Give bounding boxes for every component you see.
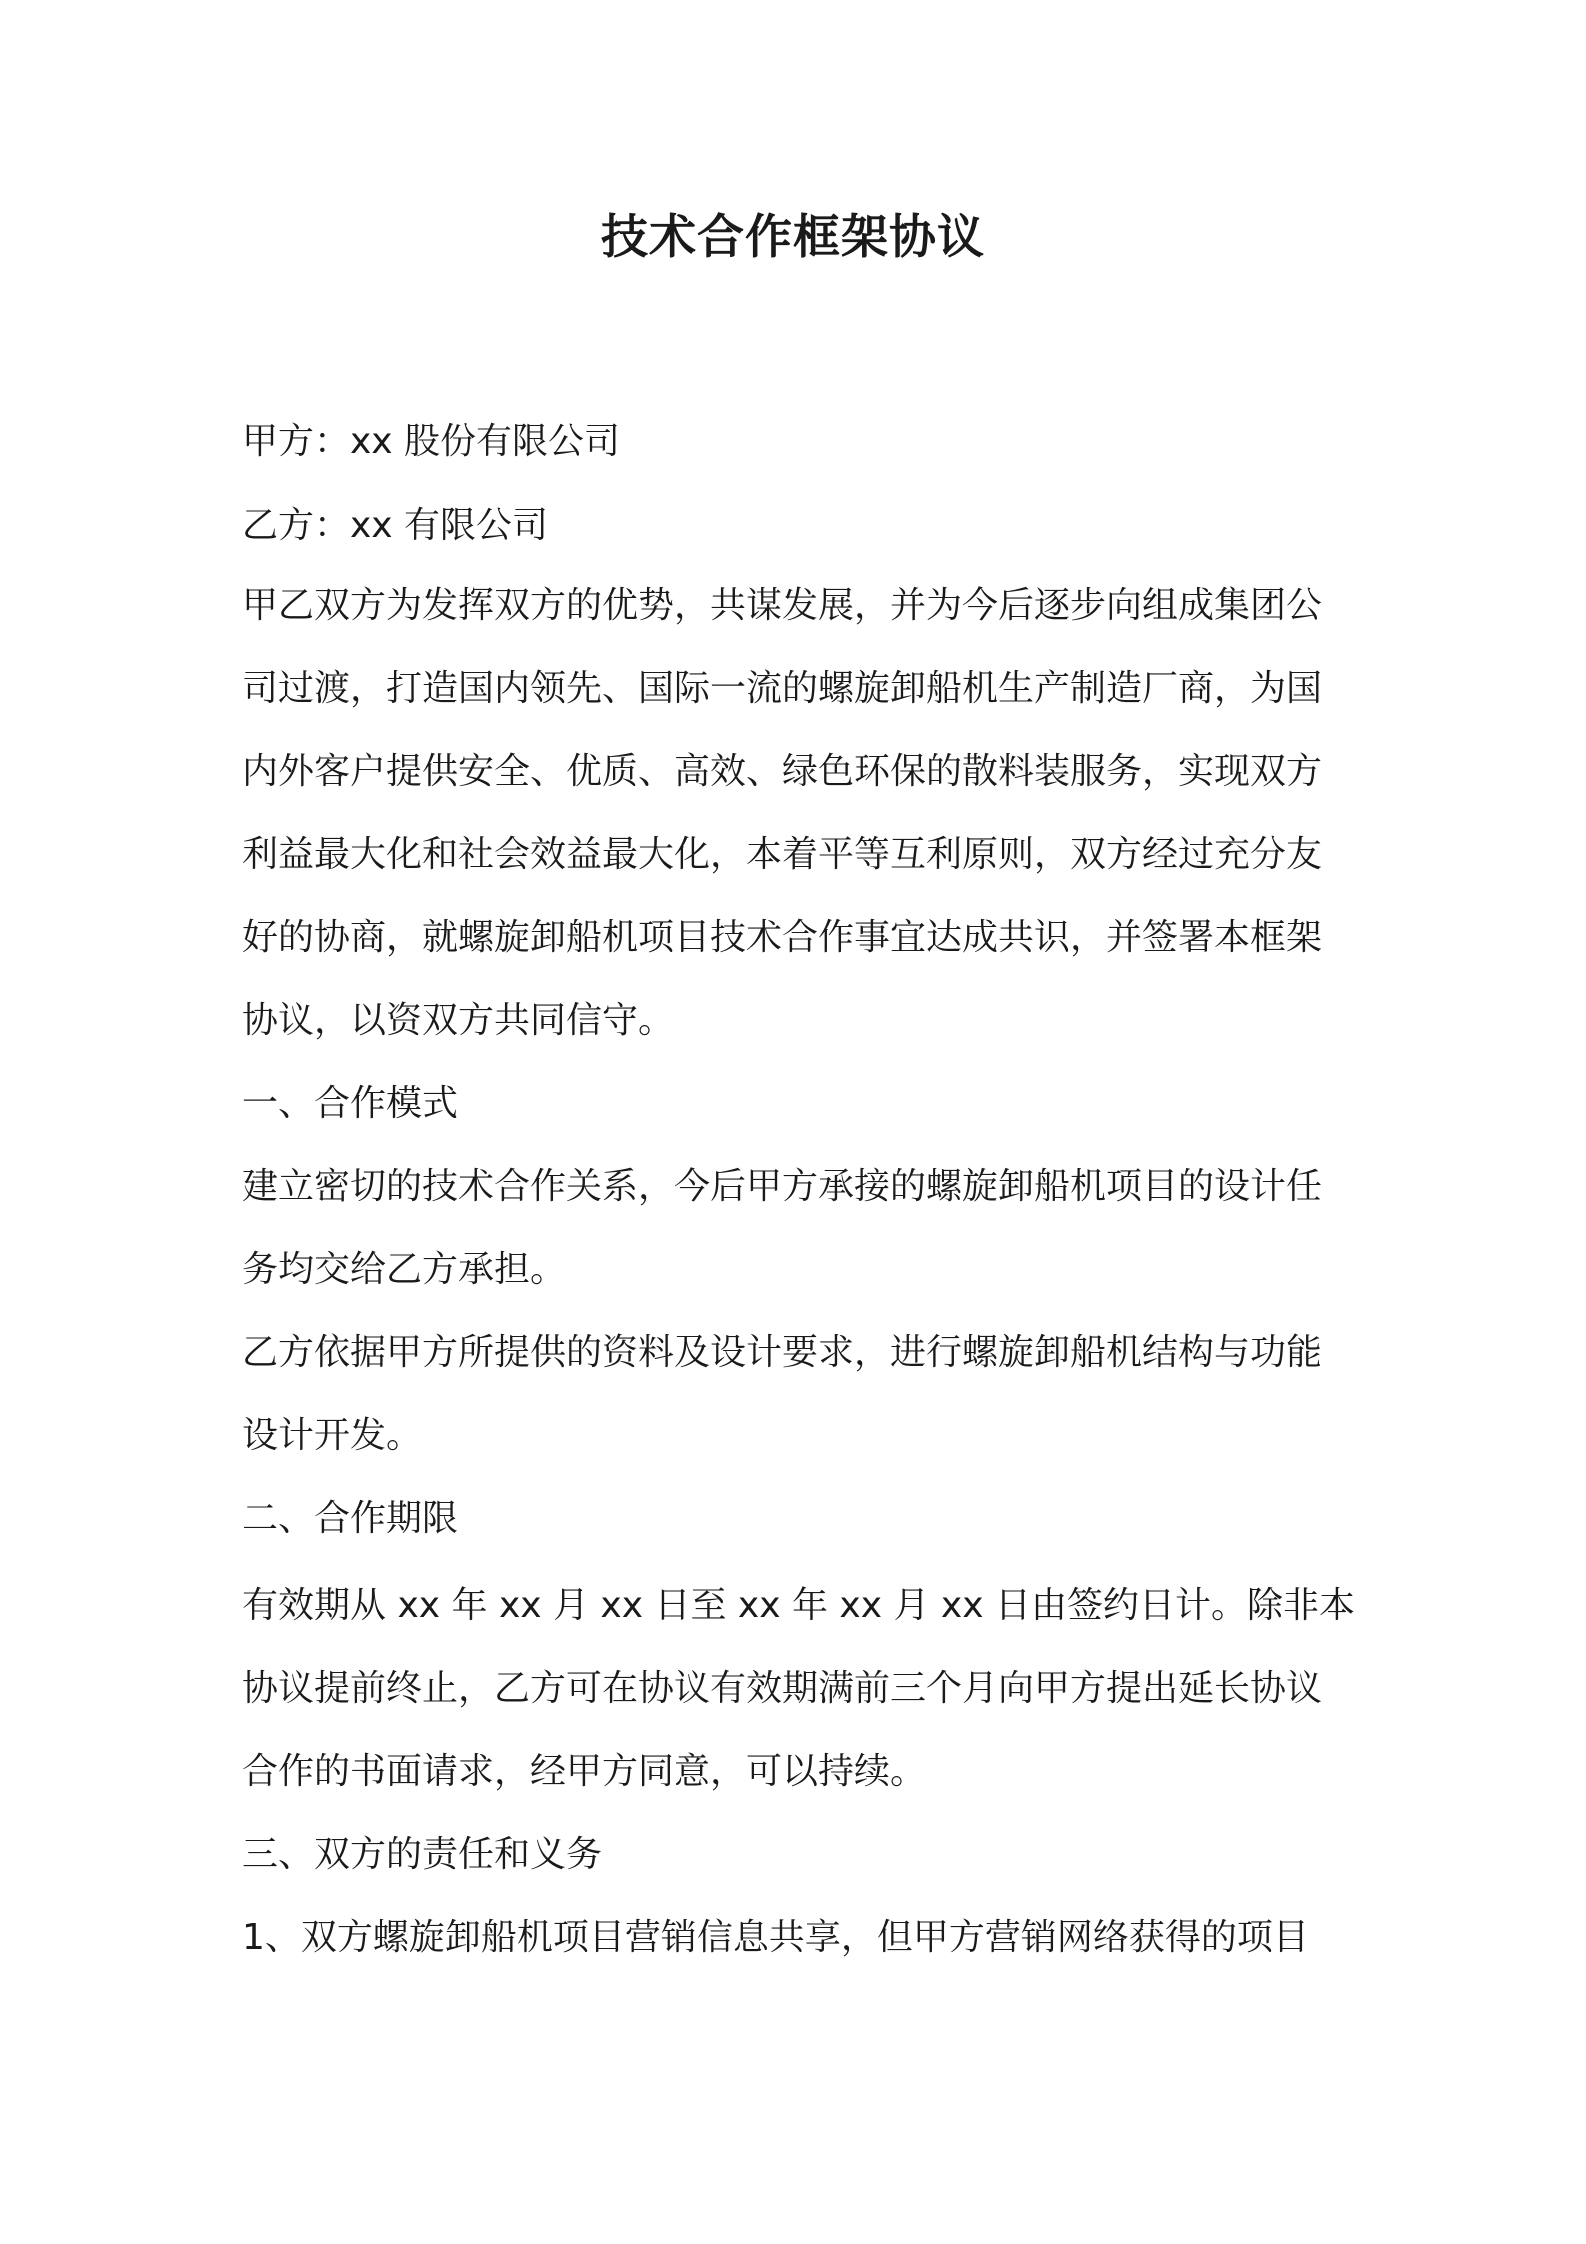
document-title: 技术合作框架协议 xyxy=(601,210,985,265)
intro-line: 司过渡，打造国内领先、国际一流的螺旋卸船机生产制造厂商，为国 xyxy=(242,668,1323,709)
party-b: 乙方：xx 有限公司 xyxy=(242,505,549,546)
section-1-line: 务均交给乙方承担。 xyxy=(242,1249,567,1290)
section-1-heading: 一、合作模式 xyxy=(242,1083,459,1124)
intro-line: 好的协商，就螺旋卸船机项目技术合作事宜达成共识，并签署本框架 xyxy=(242,917,1323,958)
section-2-heading: 二、合作期限 xyxy=(242,1498,459,1539)
section-3-line: 1、双方螺旋卸船机项目营销信息共享，但甲方营销网络获得的项目 xyxy=(242,1917,1309,1958)
intro-line: 甲乙双方为发挥双方的优势，共谋发展，并为今后逐步向组成集团公 xyxy=(242,585,1323,626)
section-2-line: 合作的书面请求，经甲方同意，可以持续。 xyxy=(242,1751,927,1792)
section-1-line: 乙方依据甲方所提供的资料及设计要求，进行螺旋卸船机结构与功能 xyxy=(242,1332,1323,1373)
section-1-line: 建立密切的技术合作关系，今后甲方承接的螺旋卸船机项目的设计任 xyxy=(242,1166,1323,1207)
section-2-line: 协议提前终止，乙方可在协议有效期满前三个月向甲方提出延长协议 xyxy=(242,1668,1323,1709)
intro-line: 协议，以资双方共同信守。 xyxy=(242,1000,675,1041)
section-1-line: 设计开发。 xyxy=(242,1415,423,1456)
intro-line: 内外客户提供安全、优质、高效、绿色环保的散料装服务，实现双方 xyxy=(242,751,1323,792)
section-3-heading: 三、双方的责任和义务 xyxy=(242,1834,603,1875)
section-2-line: 有效期从 xx 年 xx 月 xx 日至 xx 年 xx 月 xx 日由签约日计。除非本 xyxy=(242,1585,1355,1626)
party-a: 甲方：xx 股份有限公司 xyxy=(242,421,621,462)
intro-line: 利益最大化和社会效益最大化，本着平等互利原则，双方经过充分友 xyxy=(242,834,1323,875)
